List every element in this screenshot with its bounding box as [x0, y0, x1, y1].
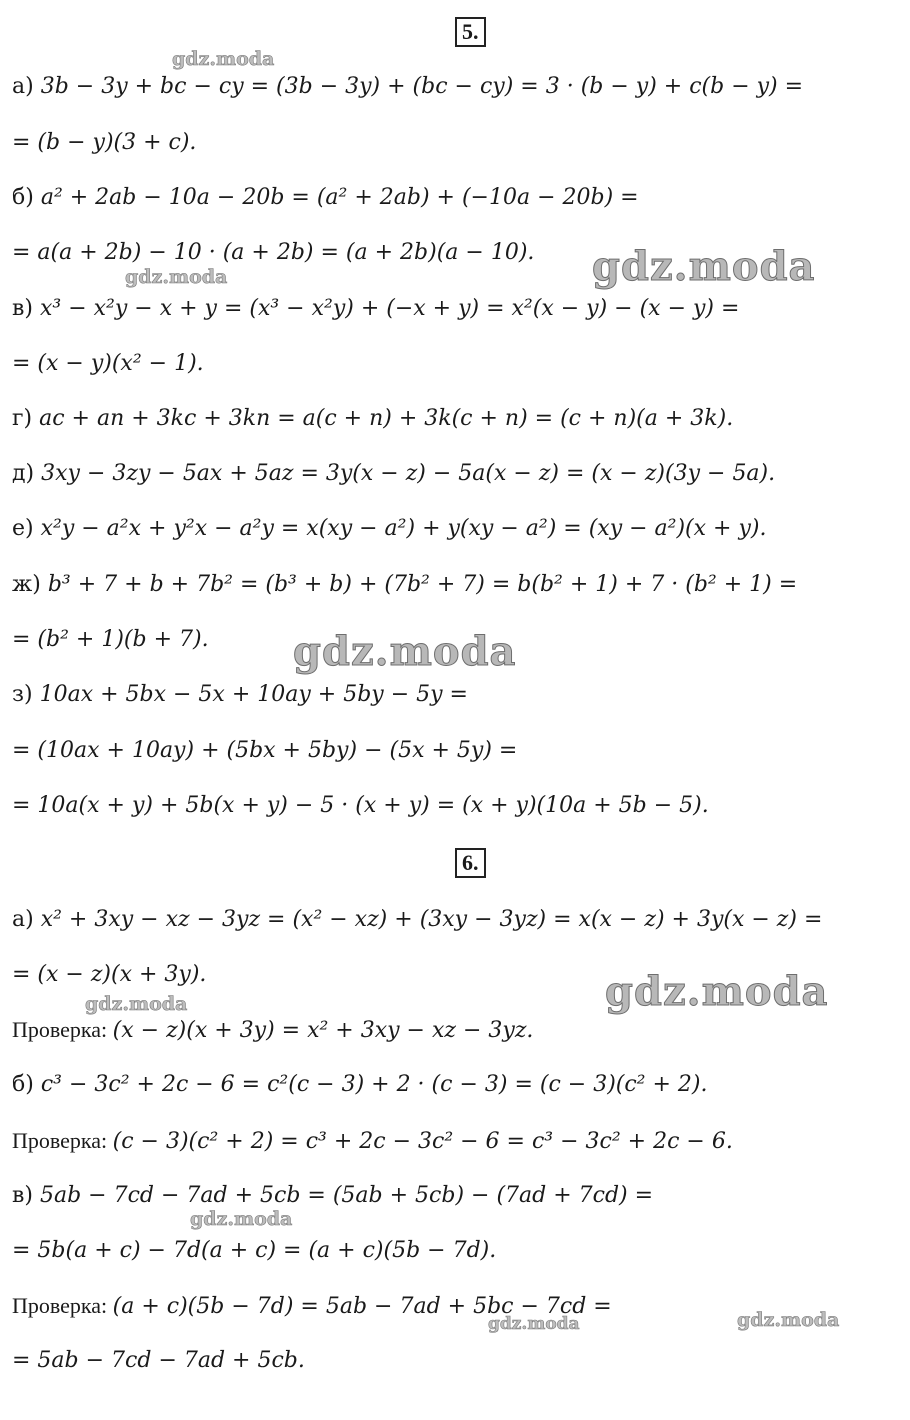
- solution-line: а) 3b − 3y + bc − cy = (3b − 3y) + (bc − cy) = 3 · (b − y) + c(b − y) =: [12, 74, 804, 99]
- section-5-number: 5.: [455, 17, 486, 47]
- solution-line: в) x³ − x²y − x + y = (x³ − x²y) + (−x + y) = x²(x − y) − (x − y) =: [12, 296, 740, 321]
- watermark: gdz.moda: [190, 1208, 293, 1230]
- check-line: Проверка: (a + c)(5b − 7d) = 5ab − 7ad + 5bc − 7cd =: [12, 1293, 612, 1319]
- solution-line: = 5ab − 7cd − 7ad + 5cb.: [12, 1348, 305, 1373]
- solution-line: д) 3xy − 3zy − 5ax + 5az = 3y(x − z) − 5a(x − z) = (x − z)(3y − 5a).: [12, 461, 776, 486]
- solution-line: = (x − y)(x² − 1).: [12, 351, 204, 376]
- solution-line: ж) b³ + 7 + b + 7b² = (b³ + b) + (7b² + 7) = b(b² + 1) + 7 · (b² + 1) =: [12, 572, 798, 597]
- solution-line: е) x²y − a²x + y²x − a²y = x(xy − a²) + y(xy − a²) = (xy − a²)(x + y).: [12, 516, 767, 541]
- solution-line: = (10ax + 10ay) + (5bx + 5by) − (5x + 5y) =: [12, 738, 518, 763]
- solution-line: з) 10ax + 5bx − 5x + 10ay + 5by − 5y =: [12, 682, 468, 707]
- check-line: Проверка: (x − z)(x + 3y) = x² + 3xy − xz − 3yz.: [12, 1017, 534, 1043]
- solution-line: = 5b(a + c) − 7d(a + c) = (a + c)(5b − 7d).: [12, 1238, 497, 1263]
- watermark: gdz.moda: [125, 266, 228, 288]
- solution-line: = 10a(x + y) + 5b(x + y) − 5 · (x + y) = (x + y)(10a + 5b − 5).: [12, 793, 709, 818]
- solution-line: г) ac + an + 3kc + 3kn = a(c + n) + 3k(c + n) = (c + n)(a + 3k).: [12, 406, 734, 431]
- solution-line: = (x − z)(x + 3y).: [12, 962, 207, 987]
- section-6-number: 6.: [455, 848, 486, 878]
- solution-line: б) a² + 2ab − 10a − 20b = (a² + 2ab) + (−10a − 20b) =: [12, 185, 639, 210]
- solution-line: в) 5ab − 7cd − 7ad + 5cb = (5ab + 5cb) − (7ad + 7cd) =: [12, 1183, 654, 1208]
- watermark: gdz.moda: [592, 243, 816, 290]
- solution-line: = (b − y)(3 + c).: [12, 130, 197, 155]
- solution-line: б) c³ − 3c² + 2c − 6 = c²(c − 3) + 2 · (c − 3) = (c − 3)(c² + 2).: [12, 1072, 708, 1097]
- check-line: Проверка: (c − 3)(c² + 2) = c³ + 2c − 3c² − 6 = c³ − 3c² + 2c − 6.: [12, 1128, 733, 1154]
- solution-line: а) x² + 3xy − xz − 3yz = (x² − xz) + (3xy − 3yz) = x(x − z) + 3y(x − z) =: [12, 907, 823, 932]
- solution-line: = (b² + 1)(b + 7).: [12, 627, 209, 652]
- watermark: gdz.moda: [85, 993, 188, 1015]
- watermark: gdz.moda: [293, 628, 517, 675]
- solution-line: = a(a + 2b) − 10 · (a + 2b) = (a + 2b)(a − 10).: [12, 240, 535, 265]
- watermark: gdz.moda: [605, 968, 829, 1015]
- watermark: gdz.moda: [488, 1314, 580, 1334]
- watermark: gdz.moda: [172, 48, 275, 70]
- watermark: gdz.moda: [737, 1309, 840, 1331]
